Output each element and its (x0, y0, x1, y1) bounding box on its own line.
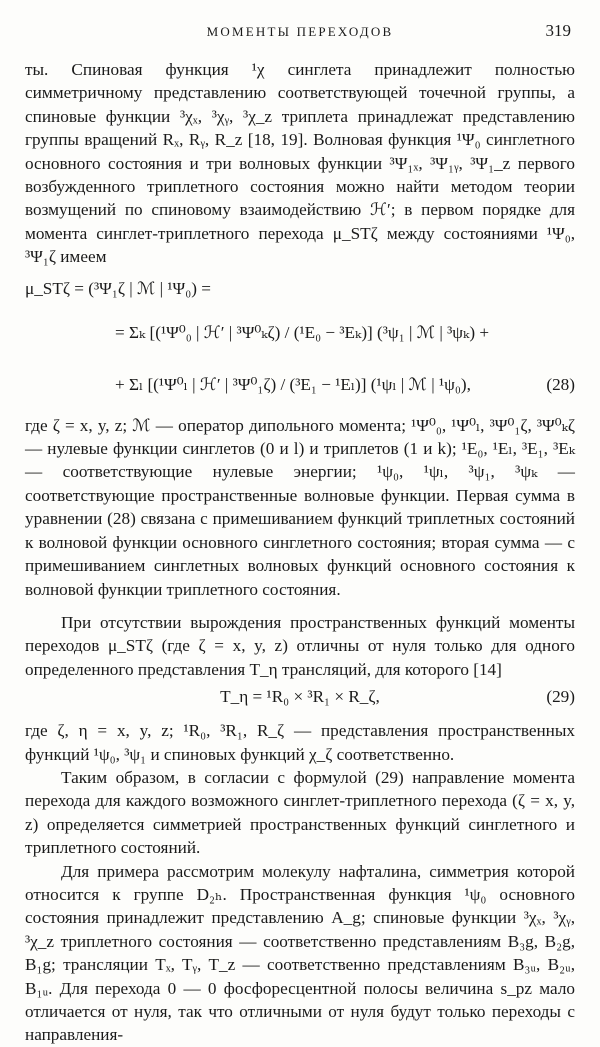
eq29-number: (29) (546, 687, 575, 707)
eq28-first-sum: = Σₖ [(¹Ψ⁰₀ | ℋ′ | ³Ψ⁰ₖζ) / (¹E₀ − ³Eₖ)] (³ψ₁ | ℳ | ³ψₖ) + (115, 322, 490, 342)
running-head: МОМЕНТЫ ПЕРЕХОДОВ (206, 24, 394, 39)
equation-29 (25, 685, 575, 715)
eq28-line-1 (25, 271, 575, 307)
eq28-second-sum: + Σₗ [(¹Ψ⁰ₗ | ℋ′ | ³Ψ⁰₁ζ) / (³E₁ − ¹Eₗ)] (¹ψₗ | ℳ | ¹ψ₀), (115, 374, 471, 394)
eq28-lhs: μ_STζ = (³Ψ₁ζ | ℳ | ¹Ψ₀) = (25, 278, 211, 298)
page-header (25, 20, 575, 44)
eq28-number: (28) (546, 374, 575, 394)
paragraph-3: При отсутствии вырождения пространственных функций моменты переходов μ_STζ (где ζ = x, y, z) отличны от нуля только для одного определенного представления T_η трансляций, для которого [14] (25, 612, 575, 679)
eq28-line-3 (25, 359, 575, 411)
paragraph-1: ты. Спиновая функция ¹χ синглета принадлежит полностью симметричному представлению соответствующей точечной группы, а спиновые функции ³χₓ, ³χᵧ, ³χ_z триплета принадлежат представлению группы вращений Rₓ, Rᵧ, R_z [18, 19]. Волновая функция ¹Ψ₀ синглетного основного состояния и три волновых функции ³Ψ₁ₓ, ³Ψ₁ᵧ, ³Ψ₁_z первого возбужденного триплетного состояния можно найти методом теории возмущений по спиновому взаимодействию ℋ′; в первом порядке для момента синглет-триплетного перехода μ_STζ между состояниями ¹Ψ₀, ³Ψ₁ζ имеем (25, 60, 575, 267)
paragraph-2: где ζ = x, y, z; ℳ — оператор дипольного момента; ¹Ψ⁰₀, ¹Ψ⁰ₗ, ³Ψ⁰₁ζ, ³Ψ⁰ₖζ — нулевые функции синглетов (0 и l) и триплетов (1 и k); ¹E₀, ¹Eₗ, ³E₁, ³Eₖ — соответствующие нулевые энергии; ¹ψ₀, ¹ψₗ, ³ψ₁, ³ψₖ — соответствующие пространственные волновые функции. Первая сумма в уравнении (28) связана с примешиванием функций триплетных состояний к волновой функции основного синглетного состояния; вторая сумма — с примешиванием синглетных волновых функций основного состояния к волновой функции триплетного состояния. (25, 415, 575, 599)
paragraph-4: где ζ, η = x, y, z; ¹R₀, ³R₁, R_ζ — представления пространственных функций ¹ψ₀, ³ψ₁ и спиновых функций χ_ζ соответственно. (25, 721, 575, 764)
paragraph-6: Для примера рассмотрим молекулу нафталина, симметрия которой относится к группе D₂ₕ. Пространственная функция ¹ψ₀ основного состояния принадлежит представлению A_g; спиновые функции ³χₓ, ³χᵧ, ³χ_z триплетного состояния — соответственно представлениям B₃g, B₂g, B₁g; трансляции Tₓ, Tᵧ, T_z — соответственно представлениям B₃ᵤ, B₂ᵤ, B₁ᵤ. Для перехода 0 — 0 фосфоресцентной полосы величина s_pz мало отличается от нуля, так что отличными от нуля будут только переходы с направления- (25, 861, 575, 1045)
equation-28 (25, 271, 575, 411)
page-number: 319 (545, 21, 571, 40)
page-body (25, 58, 575, 1047)
eq29-formula: T_η = ¹R₀ × ³R₁ × R_ζ, (220, 687, 380, 707)
paragraph-5: Таким образом, в согласии с формулой (29) направление момента перехода для каждого возможного синглет-триплетного перехода (ζ = x, y, z) определяется симметрией пространственных функций синглетного и триплетного состояний. (25, 767, 575, 858)
eq28-line-2 (25, 307, 575, 359)
